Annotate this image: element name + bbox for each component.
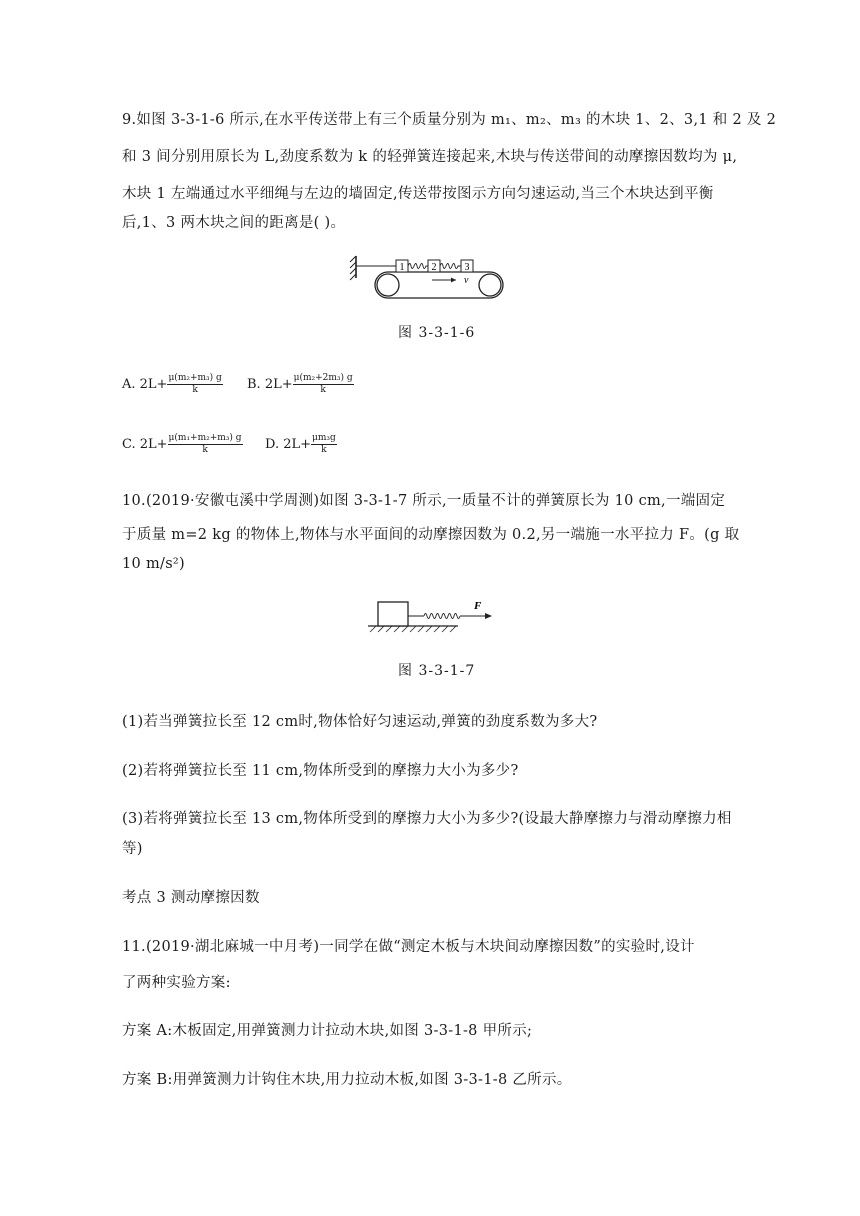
option-a-fraction xyxy=(167,373,222,396)
figure-caption-3-3-1-7: 图 3-3-1-7 xyxy=(398,663,476,679)
option-d xyxy=(265,433,337,456)
option-a-label: A. 2L+ xyxy=(122,377,168,392)
option-d-denominator: k xyxy=(321,445,327,455)
q10-sub-3-line-2: 等) xyxy=(122,841,143,857)
figure-conveyor-belt xyxy=(348,252,510,302)
option-b-numerator: μ(m₂+2m₃) g xyxy=(293,373,353,383)
q10-sub-2: (2)若将弹簧拉长至 11 cm,物体所受到的摩擦力大小为多少? xyxy=(122,763,519,779)
figure-block-spring xyxy=(366,596,496,636)
option-a-numerator: μ(m₂+m₃) g xyxy=(168,373,222,383)
q9-line-1: 9.如图 3-3-1-6 所示,在水平传送带上有三个质量分别为 m₁、m₂、m₃ 的木块 1、2、3,1 和 2 及 2 xyxy=(122,112,777,128)
option-c-label: C. 2L+ xyxy=(122,437,168,452)
q9-line-3: 木块 1 左端通过水平细绳与左边的墙固定,传送带按图示方向匀速运动,当三个木块达到平衡 xyxy=(122,186,714,202)
option-a-denominator: k xyxy=(192,385,198,395)
option-c-fraction xyxy=(168,433,243,456)
option-b-label: B. 2L+ xyxy=(247,377,293,392)
block-2-label: 2 xyxy=(431,262,437,273)
q10-line-1: 10.(2019·安徽屯溪中学周测)如图 3-3-1-7 所示,一质量不计的弹簧原长为 10 cm,一端固定 xyxy=(122,493,726,509)
option-a xyxy=(122,373,223,396)
option-d-label: D. 2L+ xyxy=(265,437,312,452)
q10-line-2: 于质量 m=2 kg 的物体上,物体与水平面间的动摩擦因数为 0.2,另一端施一水平拉力 F。(g 取 xyxy=(122,527,740,543)
q10-sub-1: (1)若当弹簧拉长至 12 cm时,物体恰好匀速运动,弹簧的劲度系数为多大? xyxy=(122,714,598,730)
block-1-label: 1 xyxy=(399,262,405,273)
q9-line-2: 和 3 间分别用原长为 L,劲度系数为 k 的轻弹簧连接起来,木块与传送带间的动摩擦因数均为 μ, xyxy=(122,149,738,165)
velocity-label: v xyxy=(464,275,469,286)
q11-line-2: 了两种实验方案: xyxy=(122,975,231,991)
figure-caption-3-3-1-6: 图 3-3-1-6 xyxy=(398,325,476,341)
block-3-label: 3 xyxy=(464,262,470,273)
option-c-numerator: μ(m₁+m₂+m₃) g xyxy=(168,433,242,443)
option-d-fraction xyxy=(311,433,337,456)
q11-plan-a: 方案 A:木板固定,用弹簧测力计拉动木块,如图 3-3-1-8 甲所示; xyxy=(122,1023,533,1039)
q10-sub-3-line-1: (3)若将弹簧拉长至 13 cm,物体所受到的摩擦力大小为多少?(设最大静摩擦力与滑动摩擦力相 xyxy=(122,811,732,827)
option-d-numerator: μm₃g xyxy=(312,433,336,443)
q11-line-1: 11.(2019·湖北麻城一中月考)一同学在做“测定木板与木块间动摩擦因数”的实验时,设计 xyxy=(122,939,695,955)
q11-plan-b: 方案 B:用弹簧测力计钩住木块,用力拉动木板,如图 3-3-1-8 乙所示。 xyxy=(122,1072,572,1088)
option-b xyxy=(247,373,354,396)
option-b-fraction xyxy=(293,373,354,396)
q9-line-4: 后,1、3 两木块之间的距离是( )。 xyxy=(122,215,346,231)
option-c-denominator: k xyxy=(202,445,208,455)
q10-line-3: 10 m/s²) xyxy=(122,556,186,572)
section-title: 考点 3 测动摩擦因数 xyxy=(122,890,260,906)
option-c xyxy=(122,433,243,456)
force-label: F xyxy=(474,600,482,612)
option-b-denominator: k xyxy=(320,385,326,395)
